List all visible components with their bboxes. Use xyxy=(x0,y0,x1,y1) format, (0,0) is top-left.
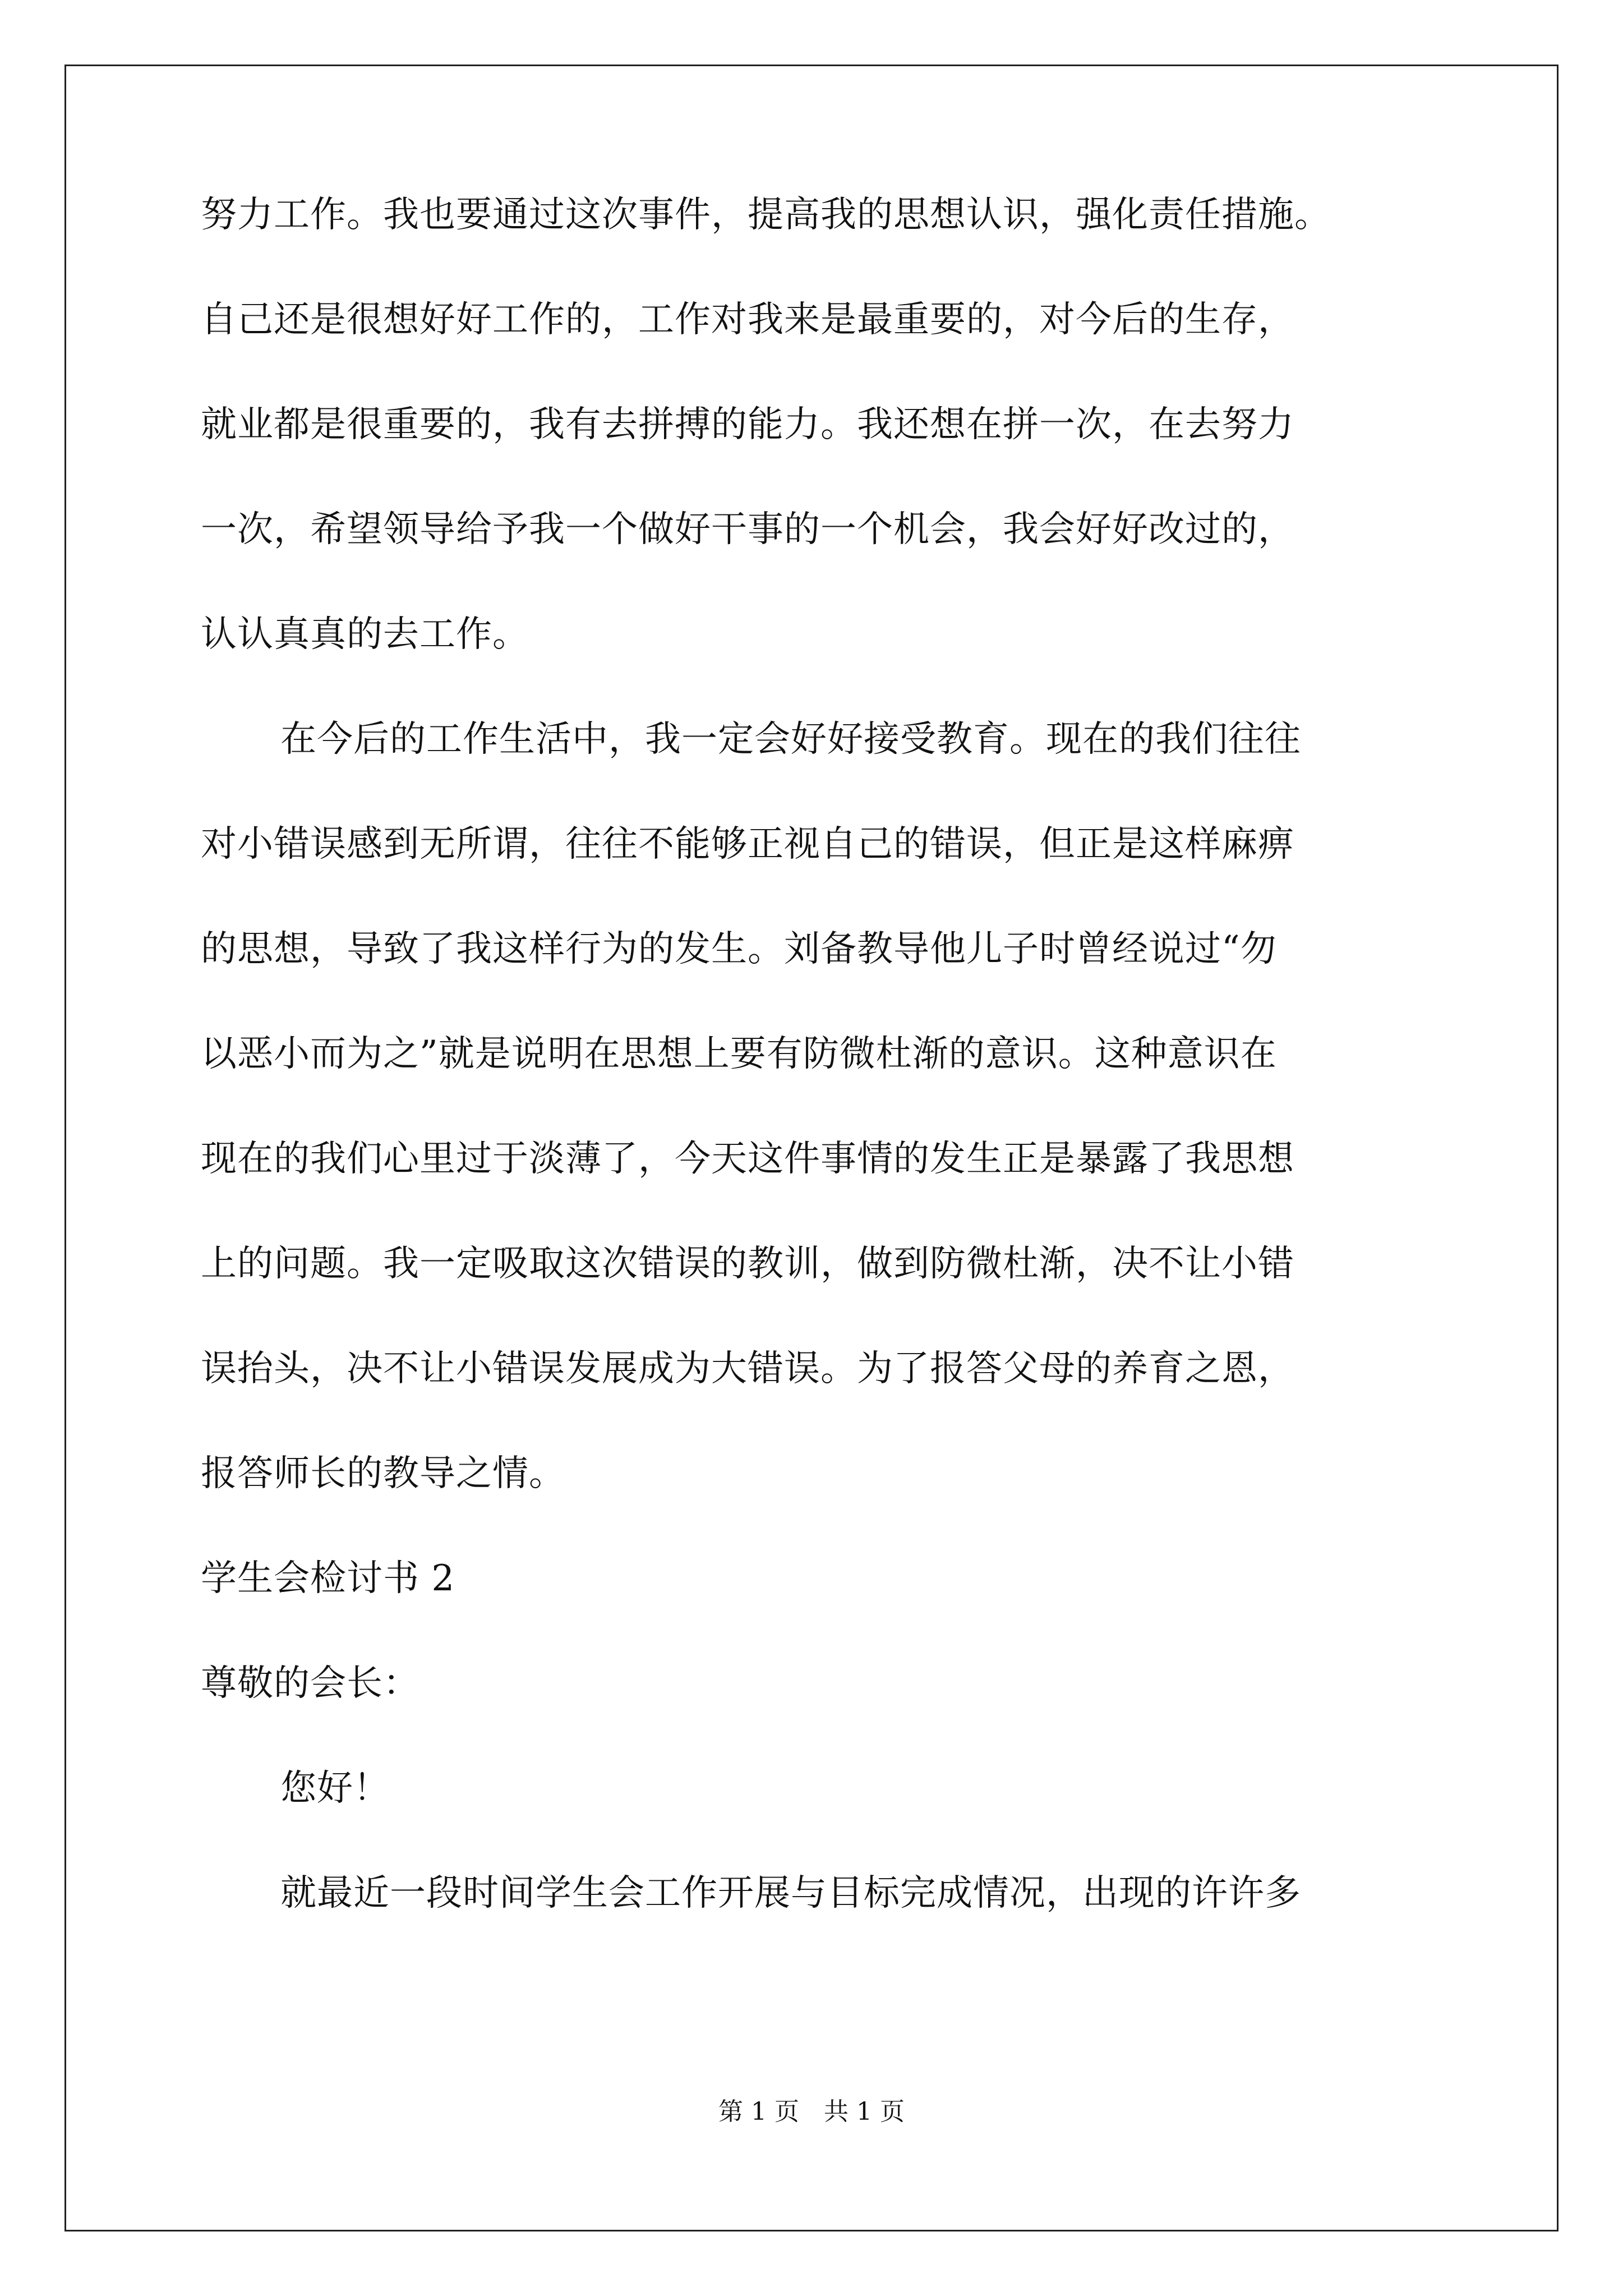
body-line: 对小错误感到无所谓，往往不能够正视自己的错误，但正是这样麻痹 xyxy=(201,823,1294,865)
body-line: 在今后的工作生活中，我一定会好好接受教育。现在的我们往往 xyxy=(280,719,1301,760)
body-line: 努力工作。我也要通过这次事件，提高我的思想认识，强化责任措施。 xyxy=(201,194,1331,236)
body-line: 就最近一段时间学生会工作开展与目标完成情况，出现的许许多 xyxy=(280,1872,1301,1914)
body-line: 的思想，导致了我这样行为的发生。刘备教导他儿子时曾经说过“勿 xyxy=(201,928,1277,970)
page-footer: 第 1 页 共 1 页 xyxy=(718,2097,905,2126)
section-heading: 学生会检讨书 2 xyxy=(201,1558,455,1599)
body-line: 现在的我们心里过于淡薄了，今天这件事情的发生正是暴露了我思想 xyxy=(201,1138,1294,1180)
body-line: 误抬头，决不让小错误发展成为大错误。为了报答父母的养育之恩， xyxy=(201,1348,1294,1389)
body-line: 认认真真的去工作。 xyxy=(201,614,529,655)
body-line: 一次，希望领导给予我一个做好干事的一个机会，我会好好改过的， xyxy=(201,509,1294,550)
greeting: 您好！ xyxy=(280,1768,390,1809)
body-line: 报答师长的教导之情。 xyxy=(201,1453,565,1494)
body-line: 就业都是很重要的，我有去拼搏的能力。我还想在拼一次，在去努力 xyxy=(201,404,1294,445)
body-line: 上的问题。我一定吸取这次错误的教训，做到防微杜渐，决不让小错 xyxy=(201,1243,1294,1285)
body-line: 以恶小而为之”就是说明在思想上要有防微杜渐的意识。这种意识在 xyxy=(201,1033,1277,1075)
salutation: 尊敬的会长： xyxy=(201,1663,419,1704)
body-line: 自己还是很想好好工作的，工作对我来是最重要的，对今后的生存， xyxy=(201,299,1294,341)
